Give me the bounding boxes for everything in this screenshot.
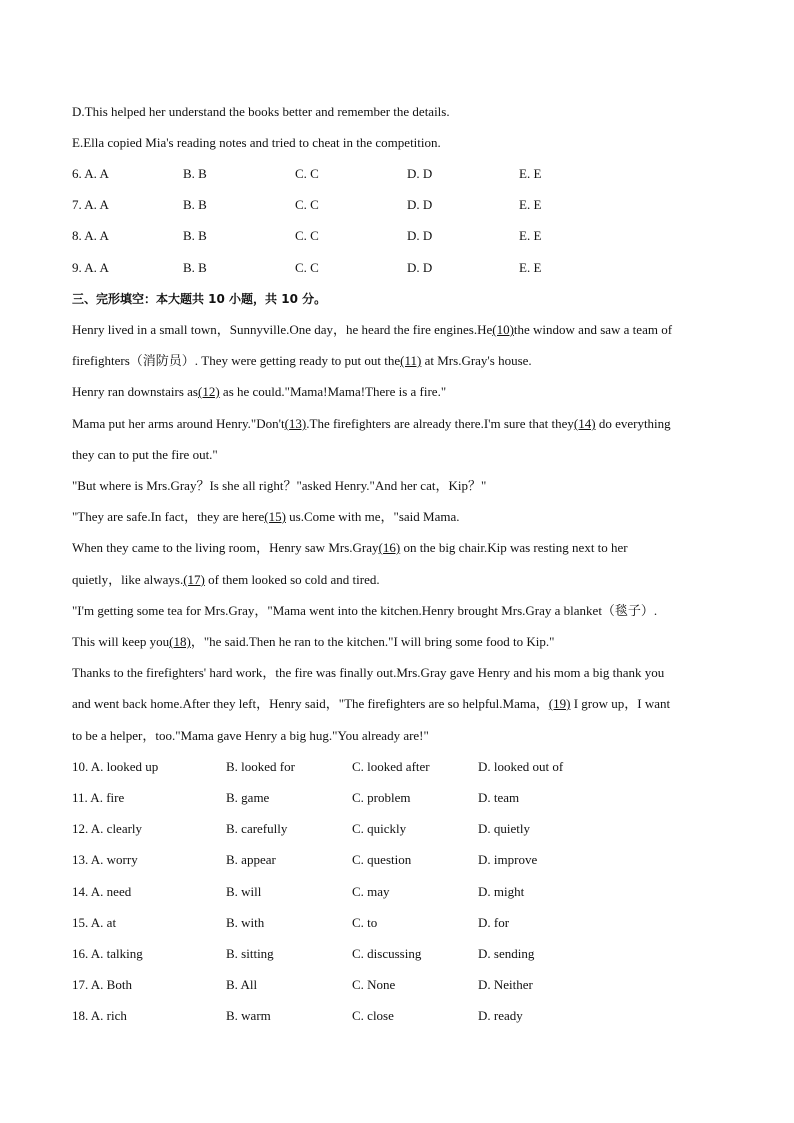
- question-14-options: [72, 883, 722, 901]
- question-17-options: [72, 976, 722, 994]
- option-a[interactable]: 10. A. looked up: [72, 759, 159, 774]
- option-c[interactable]: C. to: [352, 915, 378, 930]
- option-c[interactable]: C. looked after: [352, 759, 430, 774]
- blank-17[interactable]: (17): [183, 572, 205, 587]
- passage-line: When they came to the living room，Henry saw Mrs.Gray(16) on the big chair.Kip was resting next to her: [72, 540, 628, 555]
- blank-12[interactable]: (12): [198, 384, 220, 399]
- choice-d[interactable]: D. D: [407, 197, 433, 212]
- option-b[interactable]: B. carefully: [226, 821, 288, 836]
- option-a[interactable]: 17. A. Both: [72, 977, 132, 992]
- option-d[interactable]: D. might: [478, 884, 525, 899]
- choice-a[interactable]: 7. A. A: [72, 197, 109, 212]
- option-b[interactable]: B. sitting: [226, 946, 274, 961]
- blank-16[interactable]: (16): [378, 540, 401, 555]
- option-c[interactable]: C. quickly: [352, 821, 407, 836]
- passage-line: to be a helper，too."Mama gave Henry a big hug."You already are!": [72, 728, 429, 743]
- option-a[interactable]: 13. A. worry: [72, 852, 138, 867]
- choice-a[interactable]: 6. A. A: [72, 166, 109, 181]
- blank-18[interactable]: (18): [169, 634, 191, 649]
- question-10-options: [72, 758, 722, 776]
- option-c[interactable]: C. discussing: [352, 946, 422, 961]
- question-15-options: [72, 914, 722, 932]
- choice-a[interactable]: 9. A. A: [72, 260, 109, 275]
- answer-row-9: [72, 259, 722, 277]
- choice-c[interactable]: C. C: [295, 228, 319, 243]
- choice-b[interactable]: B. B: [183, 260, 207, 275]
- option-a[interactable]: 15. A. at: [72, 915, 117, 930]
- question-18-options: [72, 1007, 722, 1025]
- choice-c[interactable]: C. C: [295, 197, 319, 212]
- choice-e[interactable]: E. E: [519, 228, 542, 243]
- option-c[interactable]: C. close: [352, 1008, 394, 1023]
- choice-d[interactable]: D. D: [407, 166, 433, 181]
- option-a[interactable]: 11. A. fire: [72, 790, 125, 805]
- question-16-options: [72, 945, 722, 963]
- choice-d[interactable]: D. D: [407, 260, 433, 275]
- passage-line: "They are safe.In fact，they are here(15) us.Come with me，"said Mama.: [72, 509, 460, 524]
- option-a[interactable]: 14. A. need: [72, 884, 132, 899]
- option-b[interactable]: B. game: [226, 790, 270, 805]
- passage-line: firefighters（消防员）. They were getting ready to put out the(11) at Mrs.Gray's house.: [72, 353, 532, 368]
- choice-d[interactable]: D. D: [407, 228, 433, 243]
- passage-line: they can to put the fire out.": [72, 447, 218, 462]
- choice-b[interactable]: B. B: [183, 166, 207, 181]
- passage-line: and went back home.After they left，Henry said，"The firefighters are so helpful.Mama，(19) I grow up，I want: [72, 696, 671, 711]
- choice-c[interactable]: C. C: [295, 260, 319, 275]
- option-b[interactable]: B. All: [226, 977, 258, 992]
- passage-line: "But where is Mrs.Gray？Is she all right？"asked Henry."And her cat，Kip？": [72, 478, 487, 493]
- option-d[interactable]: D. improve: [478, 852, 538, 867]
- choice-b[interactable]: B. B: [183, 228, 207, 243]
- option-b[interactable]: B. warm: [226, 1008, 271, 1023]
- passage-line: Henry ran downstairs as(12) as he could."Mama!Mama!There is a fire.": [72, 384, 447, 399]
- blank-15[interactable]: (15): [264, 509, 286, 524]
- answer-row-8: [72, 227, 722, 245]
- answer-row-6: [72, 165, 722, 183]
- option-d[interactable]: D. ready: [478, 1008, 523, 1023]
- option-b[interactable]: B. will: [226, 884, 262, 899]
- passage-line: Thanks to the firefighters' hard work，the fire was finally out.Mrs.Gray gave Henry and his mom a big thank you: [72, 665, 665, 680]
- choice-a[interactable]: 8. A. A: [72, 228, 109, 243]
- passage-line: quietly，like always.(17) of them looked so cold and tired.: [72, 572, 380, 587]
- option-c[interactable]: C. question: [352, 852, 412, 867]
- question-11-options: [72, 789, 722, 807]
- option-b[interactable]: B. looked for: [226, 759, 295, 774]
- passage-line: "I'm getting some tea for Mrs.Gray，"Mama went into the kitchen.Henry brought Mrs.Gray a blanket（毯子）.: [72, 603, 658, 618]
- question-12-options: [72, 820, 722, 838]
- option-d[interactable]: D. looked out of: [478, 759, 564, 774]
- option-c[interactable]: C. may: [352, 884, 390, 899]
- choice-b[interactable]: B. B: [183, 197, 207, 212]
- option-d[interactable]: D. Neither: [478, 977, 533, 992]
- option-d-text: D.This helped her understand the books better and remember the details.: [72, 104, 450, 119]
- blank-14[interactable]: (14): [573, 416, 596, 431]
- option-b[interactable]: B. with: [226, 915, 265, 930]
- question-13-options: [72, 851, 722, 869]
- section-heading: 三、完形填空：本大题共 10 小题，共 10 分。: [72, 292, 327, 306]
- option-a[interactable]: 16. A. talking: [72, 946, 143, 961]
- choice-e[interactable]: E. E: [519, 166, 542, 181]
- option-d[interactable]: D. sending: [478, 946, 535, 961]
- option-c[interactable]: C. None: [352, 977, 396, 992]
- passage-line: This will keep you(18)，"he said.Then he ran to the kitchen."I will bring some food to Kip.": [72, 634, 555, 649]
- choice-e[interactable]: E. E: [519, 260, 542, 275]
- option-b[interactable]: B. appear: [226, 852, 276, 867]
- choice-c[interactable]: C. C: [295, 166, 319, 181]
- option-c[interactable]: C. problem: [352, 790, 411, 805]
- blank-10[interactable]: (10): [492, 322, 514, 337]
- option-d[interactable]: D. quietly: [478, 821, 530, 836]
- blank-13[interactable]: (13): [284, 416, 307, 431]
- option-a[interactable]: 18. A. rich: [72, 1008, 127, 1023]
- option-d[interactable]: D. team: [478, 790, 520, 805]
- passage-line: Henry lived in a small town，Sunnyville.One day，he heard the fire engines.He(10)the window and saw a team of: [72, 322, 673, 337]
- answer-row-7: [72, 196, 722, 214]
- passage-line: Mama put her arms around Henry."Don't(13).The firefighters are already there.I'm sure that they(14) do everything: [72, 416, 671, 431]
- option-a[interactable]: 12. A. clearly: [72, 821, 143, 836]
- blank-19[interactable]: (19): [548, 696, 571, 711]
- option-d[interactable]: D. for: [478, 915, 510, 930]
- blank-11[interactable]: (11): [400, 353, 422, 368]
- option-e-text: E.Ella copied Mia's reading notes and tried to cheat in the competition.: [72, 135, 441, 150]
- choice-e[interactable]: E. E: [519, 197, 542, 212]
